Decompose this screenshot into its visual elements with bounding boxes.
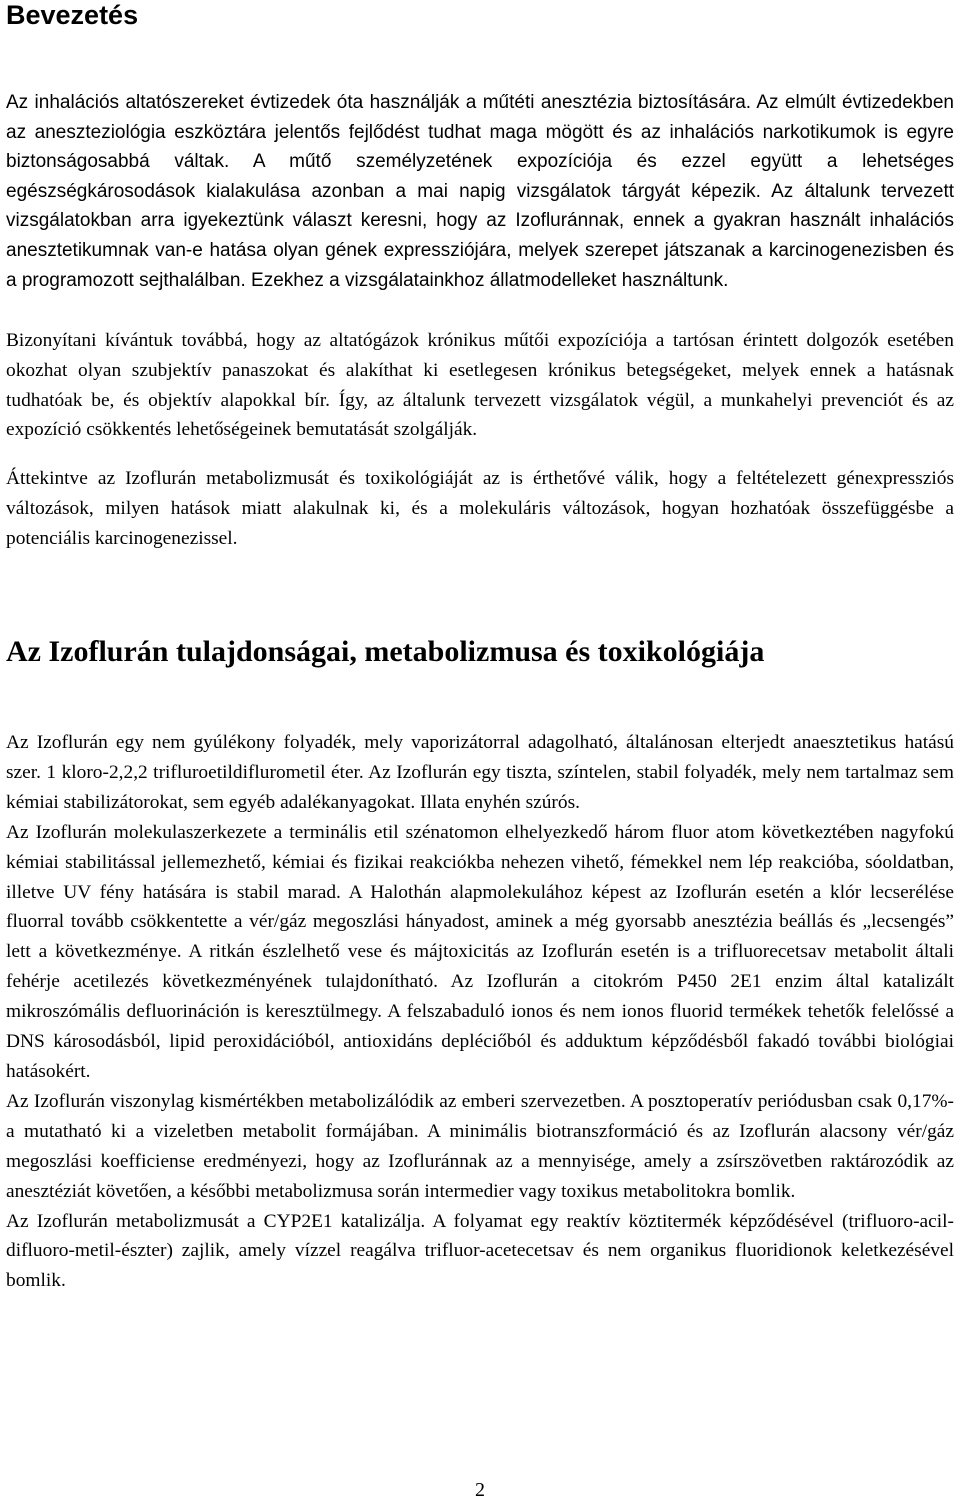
izofluran-paragraph-3: Az Izoflurán viszonylag kismértékben metabolizálódik az emberi szervezetben. A posztoperatív periódusban csak 0,17%-a mutatható ki a vizeletben metabolit formájában. A minimális biotranszformáció és az Izoflurán alacsony vér/gáz megoszlási koefficiense eredményezi, hogy az Izofluránnak az a mennyisége, amely a zsírszövetben raktározódik az anesztéziát követően, a későbbi metabolizmusa során intermedier vagy toxikus metabolitokra bomlik. [6, 1090, 954, 1202]
section-heading-izofluran: Az Izoflurán tulajdonságai, metabolizmusa és toxikológiája [6, 635, 765, 668]
intro-paragraph-3-block [6, 464, 954, 554]
izofluran-paragraph-2: Az Izoflurán molekulaszerkezete a terminális etil szénatomon elhelyezkedő három fluor atom következtében nagyfokú kémiai stabilitással jellemezhető, kémiai és fizikai reakciókba nehezen vihető, fémekkel nem lép reakcióba, sóoldatban, illetve UV fény hatására is stabil marad. A Halothán alapmolekulához képest az Izoflurán esetén a klór lecserélése fluorral tovább csökkentette a vér/gáz megoszlási hányadost, aminek a még gyorsabb anesztézia beállás és „lecsengés” lett a következménye. A ritkán észlelhető vese és májtoxicitás az Izoflurán esetén is a trifluorecetsav metabolit általi fehérje acetilezés következményének tulajdonítható. Az Izoflurán a citokróm P450 2E1 enzim által katalizált mikroszómális defluorináción is keresztülmegy. A felszabaduló ionos és nem ionos fluorid termékek tehetők felelőssé a DNS károsodásból, lipid peroxidációból, antioxidáns depléciőból és adduktum képződésből fakadó további biológiai hatásokért. [6, 821, 954, 1082]
intro-paragraph-2-text: Bizonyítani kívántuk továbbá, hogy az altatógázok krónikus műtői expozíciója a tartósan érintett dolgozók esetében okozhat olyan szubjektív panaszokat és alakíthat ki esetlegesen krónikus betegségeket, melyek ennek a hatásnak tudhatóak be, és objektív alapokkal bír. Így, az általunk tervezett vizsgálatok végül, a munkahelyi prevenciót és az expozíció csökkentés lehetőségeinek bemutatását szolgálják. [6, 330, 954, 441]
izofluran-paragraph-1: Az Izoflurán egy nem gyúlékony folyadék, mely vaporizátorral adagolható, általánosan elterjedt anaesztetikus hatású szer. 1 kloro-2,2,2 trifluroetildiflurometil éter. Az Izoflurán egy tiszta, színtelen, stabil folyadék, mely nem tartalmaz sem kémiai stabilizátorokat, sem egyéb adalékanyagokat. Illata enyhén szúrós. [6, 732, 954, 813]
intro-continuation [6, 326, 954, 445]
section-heading-bevezetes: Bevezetés [6, 0, 139, 30]
page-number: 2 [475, 1479, 485, 1501]
intro-paragraph-1: Az inhalációs altatószereket évtizedek óta használják a műtéti anesztézia biztosítására. Az elmúlt évtizedekben az aneszteziológia eszköztára jelentős fejlődést tudhat maga mögött és az inhalációs narkotikumok is egyre biztonságosabbá váltak. A műtő személyzetének expozíciója és ezzel együtt a lehetséges egészségkárosodások kialakulása azonban a mai napig vizsgálatok tárgyát képezik. Az általunk tervezett vizsgálatokban arra igyekeztünk választ keresni, hogy az Izofluránnak, ennek a gyakran használt inhalációs anesztetikumnak van-e hatása olyan gének expressziójára, melyek szerepet játszanak a karcinogenezisben és a programozott sejthalálban. Ezekhez a vizsgálatainkhoz állatmodelleket használtunk. [6, 92, 954, 291]
izofluran-paragraph-4: Az Izoflurán metabolizmusát a CYP2E1 katalizálja. A folyamat egy reaktív köztitermék képződésével (trifluoro-acil-difluoro-metil-észter) zajlik, amely vízzel reagálva trifluor-acetecetsav és nem organikus fluoridionok keletkezésével bomlik. [6, 1210, 954, 1292]
intro-paragraph-3: Áttekintve az Izoflurán metabolizmusát és toxikológiáját az is érthetővé válik, hogy a feltételezett génexpressziós változások, milyen hatások miatt alakulnak ki, és a molekuláris változások, hogyan hozhatóak összefüggésbe a potenciális karcinogenezissel. [6, 468, 954, 549]
izofluran-section-body [6, 728, 954, 1296]
